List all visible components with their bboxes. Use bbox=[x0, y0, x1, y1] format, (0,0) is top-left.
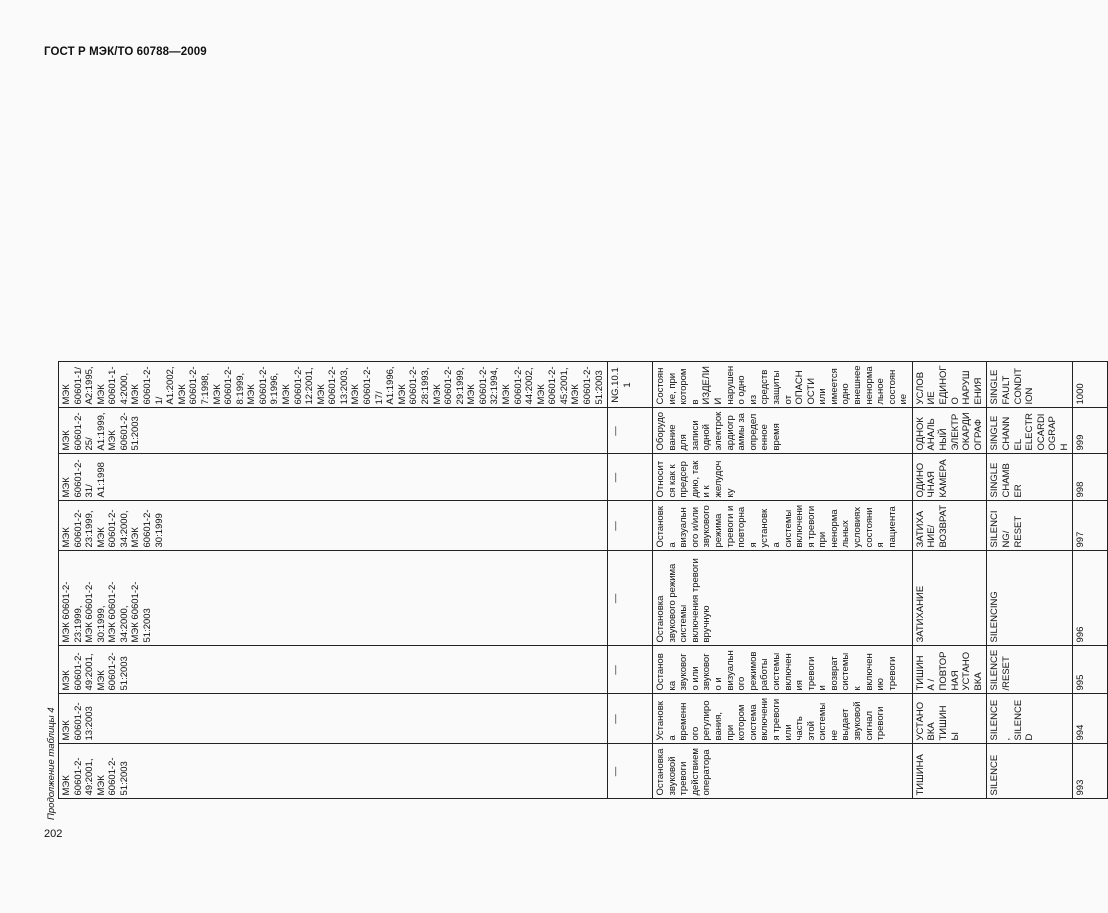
cell-text: Оборудование для записи одной электрокардиограммы за определенное время bbox=[655, 411, 782, 451]
table-row-std bbox=[59, 91, 608, 821]
definition-cell bbox=[653, 551, 913, 646]
reference-cell bbox=[608, 646, 653, 694]
russian-term-cell bbox=[912, 454, 986, 501]
filler-cell bbox=[987, 268, 1073, 312]
rotated-table-container bbox=[58, 91, 1087, 821]
cell-text: Состояние, при котором в ИЗДЕЛИИ нарушено одно из средств защиты от ОПАСНОСТИ или имеется одно внешнее ненормальное состояние bbox=[655, 365, 910, 405]
cell-text: ОДНОКАНАЛЬНЫЙ ЭЛЕКТРОКАРДИОГРАФ bbox=[914, 412, 984, 451]
cell-text: МЭК 60601-2-28:1993, bbox=[396, 366, 431, 405]
reference-cell bbox=[608, 408, 653, 454]
table-row-en bbox=[987, 91, 1073, 821]
cell-text: CHAMBER bbox=[1000, 463, 1024, 498]
table-row-ref bbox=[608, 91, 653, 821]
spacer-cell bbox=[987, 799, 1073, 821]
filler-cell bbox=[653, 268, 913, 312]
cell-text: МЭК 60601-2-29:1999, bbox=[431, 366, 466, 405]
cell-text: ТИШИНЫ bbox=[938, 705, 961, 741]
russian-term-cell bbox=[912, 551, 986, 646]
filler-cell bbox=[608, 91, 653, 211]
terms-table bbox=[58, 91, 1108, 822]
cell-text: 993 bbox=[1075, 779, 1087, 796]
cell-text: Относится как к предсердию, так и к желудочку bbox=[655, 460, 736, 498]
definition-cell bbox=[653, 501, 913, 551]
table-row-num bbox=[1073, 91, 1108, 821]
entry-number-cell bbox=[1073, 646, 1108, 694]
table-row-def bbox=[653, 91, 913, 821]
spacer-cell bbox=[59, 799, 608, 821]
russian-term-cell bbox=[912, 501, 986, 551]
filler-cell bbox=[987, 312, 1073, 362]
cell-text: SILENCE, bbox=[989, 699, 1012, 741]
english-term-cell bbox=[987, 362, 1073, 408]
cell-text: SILENCING/ bbox=[989, 510, 1012, 548]
filler-cell bbox=[653, 91, 913, 211]
russian-term-cell bbox=[912, 362, 986, 408]
filler-cell bbox=[653, 312, 913, 362]
cell-text: МЭК 60601-2-17/А1:1996, bbox=[350, 366, 397, 405]
reference-cell bbox=[608, 501, 653, 551]
cell-text: ОДИНОЧНАЯ bbox=[914, 462, 938, 498]
cell-text: УСЛОВИЕ ЕДИНОГО НАРУШЕНИЯ bbox=[914, 365, 984, 405]
standards-cell bbox=[59, 551, 608, 646]
cell-text: — bbox=[610, 426, 622, 436]
cell-text: 997 bbox=[1075, 531, 1087, 548]
cell-text: МЭК 60601-2-34:2000, bbox=[95, 509, 130, 548]
russian-term-cell bbox=[912, 744, 986, 799]
entry-number-cell bbox=[1073, 362, 1108, 408]
filler-cell bbox=[608, 268, 653, 312]
cell-text: МЭК 60601-1/А2:1995, bbox=[61, 366, 96, 405]
cell-text: Остановка звукового или звукового и визуального режимов работы системы включения тревоги и возврат системы к включению тревоги bbox=[655, 650, 898, 691]
cell-text: МЭК 60601-2-30:1999 bbox=[130, 509, 165, 548]
english-term-cell bbox=[987, 551, 1073, 646]
spacer-cell bbox=[608, 799, 653, 821]
cell-text: 998 bbox=[1075, 481, 1087, 498]
entry-number-cell bbox=[1073, 501, 1108, 551]
filler-cell bbox=[1073, 211, 1108, 268]
cell-text: ЗАТИХАНИЕ/ bbox=[914, 510, 938, 548]
cell-text: CONDITION bbox=[1012, 368, 1036, 405]
filler-cell bbox=[59, 211, 608, 268]
entry-number-cell bbox=[1073, 744, 1108, 799]
filler-cell bbox=[987, 91, 1073, 211]
cell-text: Остановка звукового режима системы включения тревоги вручную bbox=[655, 558, 713, 643]
standards-cell bbox=[59, 362, 608, 408]
cell-text: МЭК 60601-2-23:1999, bbox=[61, 509, 96, 548]
filler-cell bbox=[912, 91, 986, 211]
cell-text: 1000 bbox=[1075, 383, 1087, 405]
cell-text: МЭК 60601-2-8:1999, bbox=[211, 366, 246, 405]
cell-text: МЭК 60601-2-13:2003, bbox=[315, 366, 350, 405]
cell-text: УСТАНОВКА bbox=[914, 701, 938, 741]
cell-text: SILENCED bbox=[1012, 699, 1036, 741]
cell-text: — bbox=[610, 714, 622, 724]
cell-text: 999 bbox=[1075, 434, 1087, 451]
cell-text: МЭК 60601-2-51:2003 bbox=[570, 366, 605, 405]
cell-text: SINGLE CHANNEL ELECTROCARDIOGRAPH bbox=[989, 413, 1070, 451]
filler-cell bbox=[59, 91, 608, 211]
entry-number-cell bbox=[1073, 551, 1108, 646]
cell-text: КАМЕРА bbox=[938, 459, 950, 498]
cell-text: ВОЗВРАТ bbox=[938, 504, 950, 548]
cell-text: МЭК 60601-2-25/А1:1999, bbox=[61, 412, 107, 451]
english-term-cell bbox=[987, 454, 1073, 501]
filler-cell bbox=[59, 268, 608, 312]
cell-text: — bbox=[610, 766, 622, 777]
cell-text: ЗАТИХАНИЕ bbox=[914, 585, 926, 643]
cell-text: МЭК 60601-1-4:2000, bbox=[95, 366, 130, 405]
cell-text: МЭК 60601-2-7:1998, bbox=[176, 366, 211, 405]
filler-cell bbox=[653, 211, 913, 268]
cell-text: МЭК 60601-2-9:1996, bbox=[246, 366, 281, 405]
cell-text: RESET bbox=[1012, 515, 1024, 548]
standards-cell bbox=[59, 646, 608, 694]
russian-term-cell bbox=[912, 694, 986, 744]
russian-term-cell bbox=[912, 646, 986, 694]
cell-text: МЭК 60601-2-31/А1:1998 bbox=[61, 459, 107, 498]
cell-text: МЭК 60601-2-45:2001, bbox=[535, 366, 570, 405]
entry-number-cell bbox=[1073, 408, 1108, 454]
table-row-ru bbox=[912, 91, 986, 821]
filler-cell bbox=[987, 211, 1073, 268]
spacer-cell bbox=[1073, 799, 1108, 821]
filler-cell bbox=[608, 211, 653, 268]
standards-cell bbox=[59, 454, 608, 501]
cell-text: МЭК 60601-2-13:2003 bbox=[61, 702, 96, 741]
cell-text: — bbox=[610, 665, 622, 675]
cell-text: МЭК 60601-2-30:1999, bbox=[84, 581, 107, 643]
filler-cell bbox=[1073, 91, 1108, 211]
document-header: ГОСТ Р МЭК/ТО 60788—2009 bbox=[44, 46, 207, 58]
cell-text: 994 bbox=[1075, 724, 1087, 741]
cell-text: — bbox=[610, 472, 622, 483]
filler-cell bbox=[608, 312, 653, 362]
standards-cell bbox=[59, 408, 608, 454]
cell-text: 996 bbox=[1075, 626, 1087, 643]
reference-cell bbox=[608, 694, 653, 744]
filler-cell bbox=[59, 312, 608, 362]
cell-text: МЭК 60601-2-32:1994, bbox=[466, 366, 501, 405]
cell-text: — bbox=[610, 521, 622, 531]
spacer-cell bbox=[912, 799, 986, 821]
definition-cell bbox=[653, 694, 913, 744]
reference-cell bbox=[608, 744, 653, 799]
definition-cell bbox=[653, 744, 913, 799]
cell-text: МЭК 60601-2-49:2001, bbox=[61, 652, 96, 691]
cell-text: ТИШИНА bbox=[914, 754, 926, 796]
cell-text: ТИШИНА /ПОВТОРНАЯ УСТАНОВКА bbox=[914, 651, 984, 691]
filler-cell bbox=[912, 211, 986, 268]
reference-cell bbox=[608, 362, 653, 408]
page-number: 202 bbox=[44, 828, 63, 840]
filler-cell bbox=[1073, 268, 1108, 312]
english-term-cell bbox=[987, 744, 1073, 799]
filler-cell bbox=[1073, 312, 1108, 362]
cell-text: МЭК 60601-2-51:2003 bbox=[95, 652, 130, 691]
definition-cell bbox=[653, 408, 913, 454]
entry-number-cell bbox=[1073, 454, 1108, 501]
cell-text: SINGLE bbox=[989, 462, 1001, 498]
spacer-cell bbox=[653, 799, 913, 821]
cell-text: Остановка звуковой тревоги действием оператора bbox=[655, 748, 713, 796]
filler-cell bbox=[912, 268, 986, 312]
reference-cell bbox=[608, 551, 653, 646]
cell-text: SILENCING bbox=[989, 591, 1001, 643]
definition-cell bbox=[653, 454, 913, 501]
entry-number-cell bbox=[1073, 694, 1108, 744]
reference-cell bbox=[608, 454, 653, 501]
cell-text: МЭК 60601-2-23:1999, bbox=[61, 581, 84, 643]
cell-text: SILENCE/RESET bbox=[989, 649, 1012, 691]
cell-text: Остановка визуального и/или звукового режима тревоги и повторная установка системы включения тревоги при ненормальных условиях состояния пациента bbox=[655, 504, 898, 548]
standards-cell bbox=[59, 744, 608, 799]
cell-text: Установка временного регулирования, при котором система включения тревоги или часть этой системы не выдает звуковой сигнал тревоги bbox=[655, 697, 887, 741]
filler-cell bbox=[912, 312, 986, 362]
cell-text: SINGLE FAULT bbox=[989, 369, 1012, 405]
english-term-cell bbox=[987, 408, 1073, 454]
russian-term-cell bbox=[912, 408, 986, 454]
definition-cell bbox=[653, 362, 913, 408]
english-term-cell bbox=[987, 694, 1073, 744]
definition-cell bbox=[653, 646, 913, 694]
cell-text: МЭК 60601-2-1/А1:2002, bbox=[130, 366, 177, 405]
standards-cell bbox=[59, 694, 608, 744]
cell-text: МЭК 60601-2-12:2001, bbox=[280, 366, 316, 405]
cell-text: SILENCE bbox=[989, 754, 1001, 796]
cell-text: МЭК 60601-2-51:2003 bbox=[130, 581, 154, 643]
cell-text: NG.10.11 bbox=[610, 367, 633, 403]
english-term-cell bbox=[987, 646, 1073, 694]
cell-text: — bbox=[610, 593, 622, 604]
cell-text: 995 bbox=[1075, 674, 1087, 691]
cell-text: МЭК 60601-2-51:2003 bbox=[95, 757, 130, 796]
english-term-cell bbox=[987, 501, 1073, 551]
table-caption: Продолжение таблицы 4 bbox=[46, 707, 57, 820]
standards-cell bbox=[59, 501, 608, 551]
cell-text: МЭК 60601-2-49:2001, bbox=[61, 757, 96, 796]
cell-text: МЭК 60601-2-51:2003 bbox=[107, 412, 142, 451]
cell-text: МЭК 60601-2-44:2002, bbox=[500, 366, 536, 405]
cell-text: МЭК 60601-2-34:2000, bbox=[107, 581, 130, 643]
